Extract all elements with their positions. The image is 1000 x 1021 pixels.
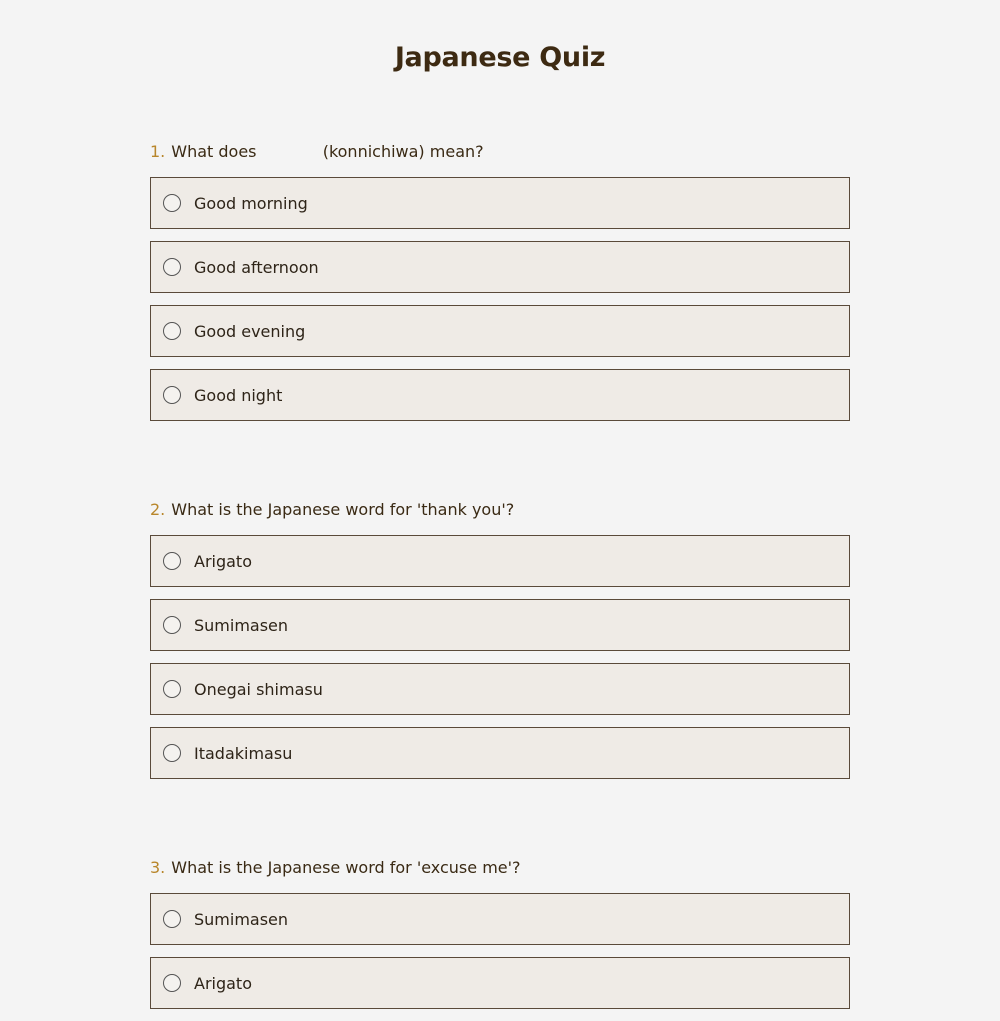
answer-option[interactable] <box>150 893 850 945</box>
question-text-part: What does <box>171 142 257 161</box>
answer-option[interactable] <box>150 957 850 1009</box>
option-label: Sumimasen <box>194 909 289 929</box>
question-text <box>150 857 850 879</box>
option-label: Sumimasen <box>194 615 289 635</box>
question-2 <box>150 499 850 791</box>
question-text <box>150 499 850 521</box>
question-text-part: What is the Japanese word for 'excuse me'? <box>171 858 521 877</box>
page-title: Japanese Quiz <box>394 42 606 73</box>
question-text <box>150 141 850 163</box>
radio-button[interactable] <box>163 744 181 762</box>
answer-option[interactable] <box>150 663 850 715</box>
option-label: Itadakimasu <box>194 743 293 763</box>
question-1 <box>150 141 850 433</box>
radio-button[interactable] <box>163 680 181 698</box>
answer-option[interactable] <box>150 369 850 421</box>
option-label: Arigato <box>194 973 252 993</box>
answer-option[interactable] <box>150 177 850 229</box>
radio-button[interactable] <box>163 974 181 992</box>
option-label: Good night <box>194 385 283 405</box>
question-number: 1. <box>150 142 166 161</box>
option-label: Onegai shimasu <box>194 679 323 699</box>
radio-button[interactable] <box>163 910 181 928</box>
answer-option[interactable] <box>150 599 850 651</box>
option-label: Good afternoon <box>194 257 319 277</box>
radio-button[interactable] <box>163 258 181 276</box>
radio-button[interactable] <box>163 386 181 404</box>
radio-button[interactable] <box>163 552 181 570</box>
answer-option[interactable] <box>150 305 850 357</box>
answer-option[interactable] <box>150 241 850 293</box>
question-text-part: (konnichiwa) mean? <box>322 142 484 161</box>
radio-button[interactable] <box>163 616 181 634</box>
question-number: 3. <box>150 858 166 877</box>
answer-option[interactable] <box>150 535 850 587</box>
question-text-part: What is the Japanese word for 'thank you'? <box>171 500 515 519</box>
radio-button[interactable] <box>163 194 181 212</box>
option-label: Good evening <box>194 321 306 341</box>
question-3 <box>150 857 850 1021</box>
radio-button[interactable] <box>163 322 181 340</box>
option-label: Arigato <box>194 551 252 571</box>
answer-option[interactable] <box>150 727 850 779</box>
option-label: Good morning <box>194 193 308 213</box>
question-number: 2. <box>150 500 166 519</box>
